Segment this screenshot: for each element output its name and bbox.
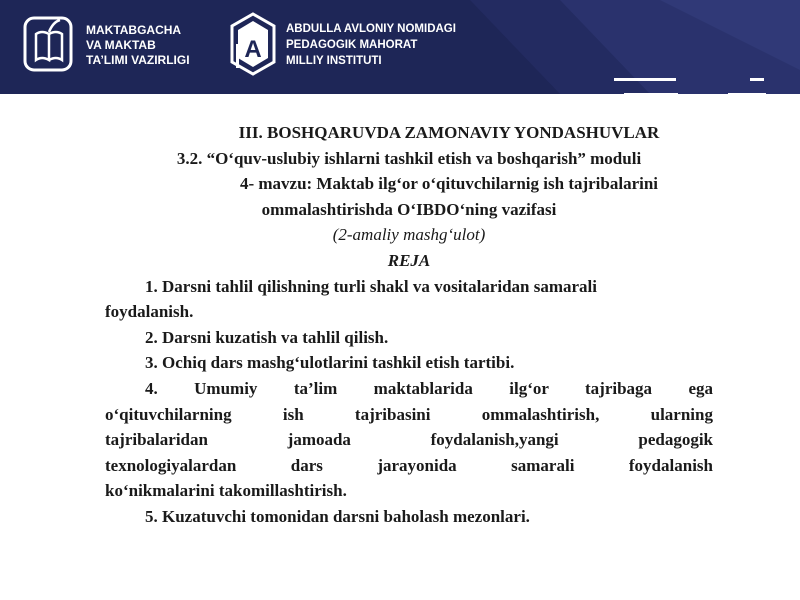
plan-item [105,274,713,325]
ministry-name-line: TA’LIMI VAZIRLIGI [86,53,190,67]
document-body [105,120,713,530]
plan-item-line: 1. Darsni tahlil qilishning turli shakl va vositalaridan samarali [145,276,598,296]
institute-name [286,21,456,69]
plan-item [105,325,713,351]
plan-item-line: 2. Darsni kuzatish va tahlil qilish. [145,327,389,347]
institute-name-line: MILLIY INSTITUTI [286,55,382,67]
section-title: III. BOSHQARUVDA ZAMONAVIY YONDASHUVLAR [238,123,660,142]
topic-title-line: ommalashtirishda O‘IBDO‘ning vazifasi [261,199,557,219]
topic-title-line: 4- mavzu: Maktab ilg‘or o‘qituvchilarnig ish tajribalarini [239,174,659,194]
institute-logo-letter: A [244,36,262,63]
plan-item [105,350,713,376]
lesson-subtitle: (2-amaliy mashg‘ulot) [332,225,486,245]
institute-name-line: ABDULLA AVLONIY NOMIDAGI [286,23,456,35]
plan-item-line: 4. Umumiy ta’lim maktablarida ilg‘or tajribaga ega [145,378,713,398]
institute-name-line: PEDAGOGIK MAHORAT [286,39,418,51]
institute-logo-icon [228,12,278,78]
ministry-name-line: MAKTABGACHA [86,23,182,37]
plan-item-line: texnologiyalardan dars jarayonida samarali foydalanish [105,455,713,475]
plan-item-line: 3. Ochiq dars mashg‘ulotlarini tashkil etish tartibi. [145,353,515,373]
plan-item-line: foydalanish. [105,302,194,322]
ministry-name [86,23,190,68]
decorative-lines [610,76,770,94]
plan-item-line: tajribalaridan jamoada foydalanish,yangi pedagogik [105,430,713,450]
plan-item-line: o‘qituvchilarning ish tajribasini ommalashtirish, ularning [105,404,713,424]
plan-item [105,376,713,504]
plan-heading: REJA [387,250,431,270]
ministry-logo-icon [22,12,76,76]
plan-list [105,274,713,530]
plan-item-line: 5. Kuzatuvchi tomonidan darsni baholash mezonlari. [145,506,530,526]
module-title: 3.2. “O‘quv-uslubiy ishlarni tashkil etish va boshqarish” moduli [176,148,642,168]
header-banner [0,0,800,94]
ministry-name-line: VA MAKTAB [86,38,156,52]
plan-item [105,504,713,530]
plan-item-line: ko‘nikmalarini takomillashtirish. [105,481,347,501]
